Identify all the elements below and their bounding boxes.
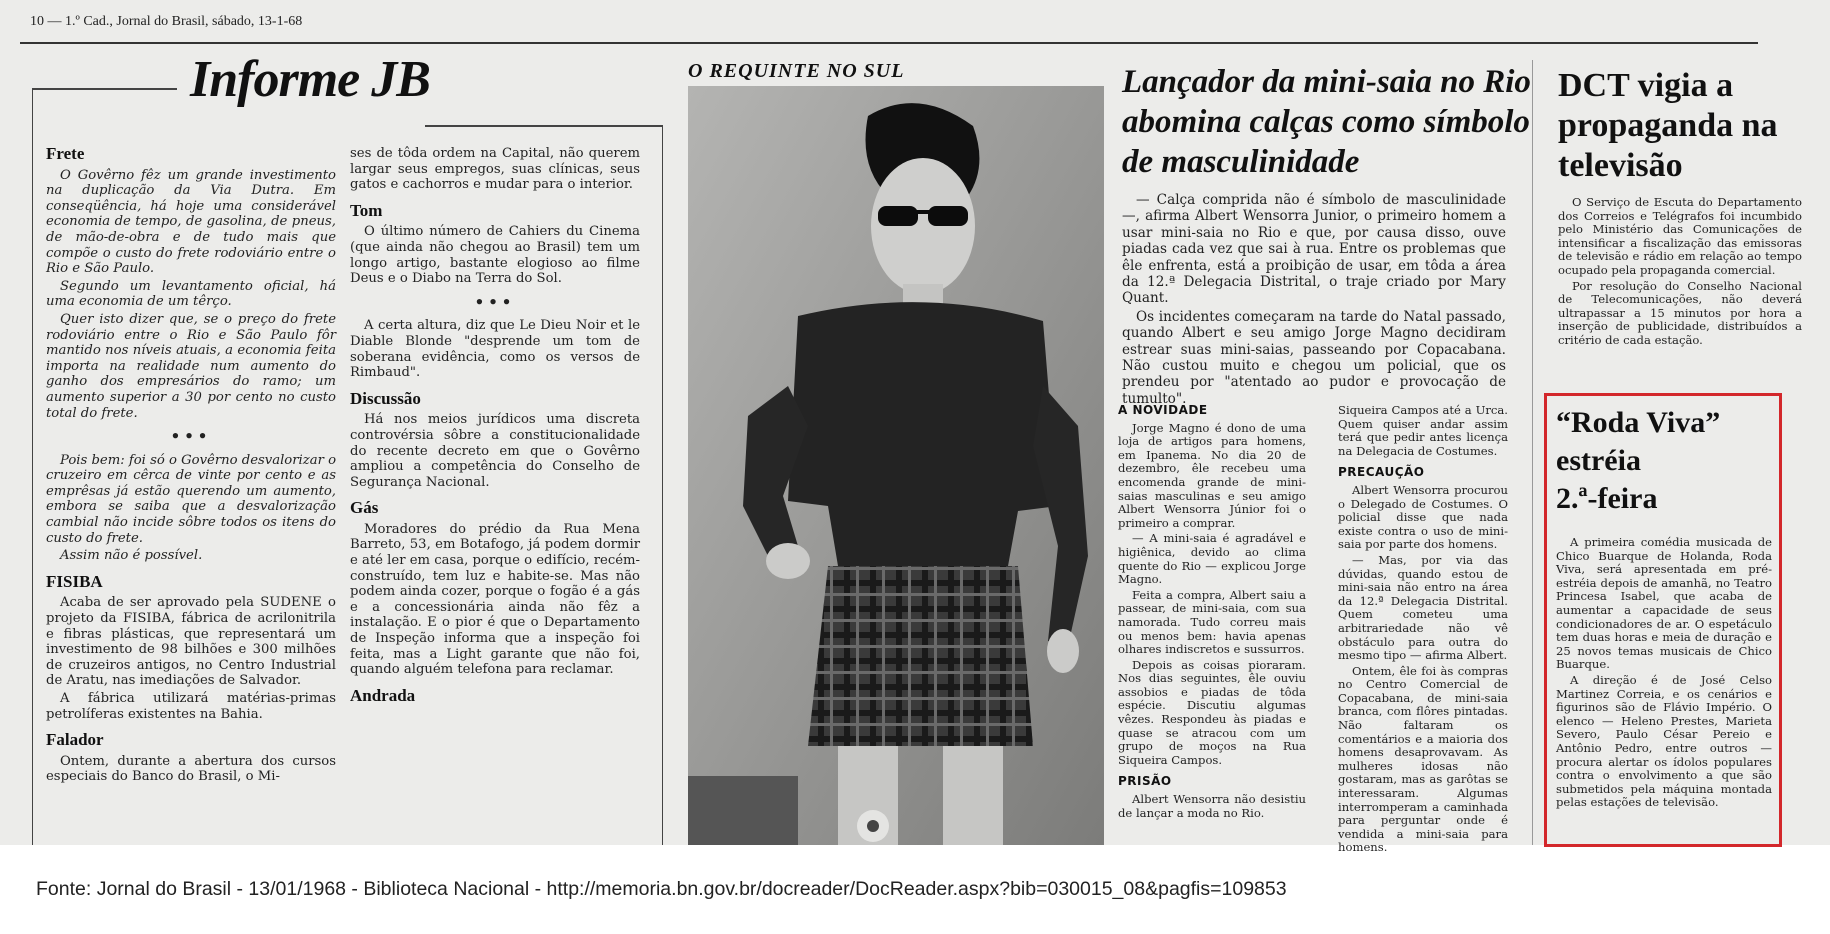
tom-paragraph-2: A certa altura, diz que Le Dieu Noir et le Diable Blonde "desprende um tom de soberana evidência, como os versos de Rimbaud". bbox=[350, 318, 640, 381]
minisaia-col2-top-paragraph: Siqueira Campos até a Urca. Quem quiser andar assim terá que pedir antes licença na Delegacia de Costumes. bbox=[1338, 403, 1508, 458]
top-rule bbox=[20, 42, 1758, 44]
frete-paragraph-4: Pois bem: foi só o Govêrno desvalorizar o cruzeiro em cêrca de vinte por cento e as emprêsas já estão querendo um aumento, embora se saiba que a desvalorização cambial não incide sôbre todos os itens do custo do frete. bbox=[46, 452, 337, 546]
precaucao-paragraph-2: — Mas, por via das dúvidas, quando estou de mini-saia não entro na área da 12.ª Delegacia Distrital. Quem cometeu uma arbitrariedade não vê obstáculo para outra do mesmo tipo — afirma Albert. bbox=[1338, 552, 1508, 663]
roda-viva-headline-line-3: 2.ª-feira bbox=[1556, 482, 1658, 515]
dct-paragraph-1: O Serviço de Escuta do Departamento dos Correios e Telégrafos foi incumbido pelo Ministério das Comunicações de intensificar a fiscalização das emissoras de televisão e rádio em relação ao tempo ocupado pela propaganda comercial. bbox=[1558, 195, 1802, 277]
prisao-paragraph-1: Albert Wensorra não desistiu de lançar a moda no Rio. bbox=[1118, 792, 1306, 820]
frete-paragraph-1: O Govêrno fêz um grande investimento na duplicação da Via Dutra. Em conseqüência, há hoje uma considerável economia de tempo, de gasolina, de pneus, de mão-de-obra e de tudo mais que compõe o custo do frete rodoviário entre o Rio e São Paulo. bbox=[46, 167, 336, 277]
falador-heading: Falador bbox=[46, 730, 104, 750]
tom-heading: Tom bbox=[350, 200, 383, 220]
minisaia-column-1 bbox=[1118, 404, 1306, 822]
informe-column-1 bbox=[46, 146, 336, 787]
fisiba-heading: FISIBA bbox=[46, 571, 103, 591]
discussao-paragraph-1: Há nos meios jurídicos uma discreta controvérsia sôbre a constitucionalidade do recente decreto em que o Govêrno ampliou a competência do Conselho de Segurança Nacional. bbox=[350, 412, 640, 490]
andrada-heading: Andrada bbox=[350, 685, 416, 705]
informe-frame-top-left bbox=[32, 88, 177, 90]
minisaia-lead bbox=[1122, 192, 1506, 409]
minisaia-column-2 bbox=[1338, 404, 1508, 857]
informe-title: Informe JB bbox=[190, 51, 430, 108]
dct-paragraph-2: Por resolução do Conselho Nacional de Telecomunicações, não deverá ultrapassar a 15 minutos por hora a inserção de publicidade, distribuídos a critério de cada estação. bbox=[1558, 278, 1802, 347]
novidade-paragraph-3: Feita a compra, Albert saiu a passear, de mini-saia, com sua namorada. Tudo correu mais ou menos bem: havia apenas olhares indiscretos e sussurros. bbox=[1118, 587, 1306, 657]
roda-viva-headline-line-1: “Roda Viva” bbox=[1556, 406, 1721, 439]
tom-paragraph-1: O último número de Cahiers du Cinema (que ainda não chegou ao Brasil) tem um longo artigo, bastante elogioso ao filme Deus e o Diabo na Terra do Sol. bbox=[350, 224, 640, 287]
separator-dots: ••• bbox=[170, 427, 212, 446]
source-citation: Fonte: Jornal do Brasil - 13/01/1968 - Biblioteca Nacional - http://memoria.bn.gov.br/docreader/DocReader.aspx?bib=030015_08&pagfis=109853 bbox=[36, 878, 1287, 900]
photo-illustration bbox=[688, 86, 1104, 845]
page-dateline: 10 — 1.º Cad., Jornal do Brasil, sábado, 13-1-68 bbox=[30, 14, 303, 29]
novidade-paragraph-1: Jorge Magno é dono de uma loja de artigos para homens, em Ipanema. No dia 20 de dezembro, êle recebeu uma encomenda grande de mini-saias masculinas e seu amigo Albert Wensorra Júnior foi o primeiro a comprar. bbox=[1118, 420, 1306, 530]
roda-viva-paragraph-1: A primeira comédia musicada de Chico Buarque de Holanda, Roda Viva, será apresentada em pré-estréia depois de amanhã, no Teatro Princesa Isabel, que acaba de aumentar a capacidade de seus condicionadores de ar. O espetáculo tem duas horas e meia de duração e 25 novos temas musicais de Chico Buarque. bbox=[1556, 535, 1772, 672]
informe-frame-right bbox=[662, 125, 663, 845]
discussao-heading: Discussão bbox=[350, 388, 421, 408]
photo-caption: O REQUINTE NO SUL bbox=[688, 60, 905, 82]
roda-viva-paragraph-2: A direção é de José Celso Martinez Correia, e os cenários e figurinos são de Flávio Império. O elenco — Heleno Prestes, Marieta Severo, Paulo César Pereio e Antônio Pedro, entre outros — procura alertar os ídolos populares contra o envolvimento a que são submetidos pela máquina montada pelas estações de televisão. bbox=[1556, 672, 1772, 810]
roda-viva-body bbox=[1556, 536, 1772, 812]
news-photo bbox=[688, 86, 1104, 845]
precaucao-heading: PRECAUÇÃO bbox=[1338, 465, 1425, 480]
dct-body bbox=[1558, 196, 1802, 350]
separator-dots: ••• bbox=[474, 292, 516, 311]
novidade-heading: A NOVIDADE bbox=[1118, 403, 1208, 417]
frete-paragraph-2: Segundo um levantamento oficial, há uma economia de um têrço. bbox=[46, 278, 336, 310]
precaucao-paragraph-3: Ontem, êle foi às compras no Centro Comercial de Copacabana, de mini-saia branca, com flôres pintadas. Não faltaram os comentários e a maioria dos homens desaprovavam. As mulheres idosas não gostaram, mas as garôtas se interessaram. Algumas interromperam a caminhada para perguntar onde é vendida a mini-saia para homens. bbox=[1338, 663, 1508, 855]
prisao-heading: PRISÃO bbox=[1118, 774, 1172, 789]
falador-paragraph-1: Ontem, durante a abertura dos cursos especiais do Banco do Brasil, o Mi- bbox=[46, 753, 336, 785]
minisaia-lead-paragraph-2: Os incidentes começaram na tarde do Natal passado, quando Albert e seu amigo Jorge Magno decidiram estrear suas mini-saias, passeando por Copacabana. Não custou muito e chegou um policial, que os prendeu por "atentado ao pudor e provocação de tumulto". bbox=[1122, 308, 1506, 407]
gas-paragraph-1: Moradores do prédio da Rua Mena Barreto, 53, em Botafogo, já podem dormir e até ler em casa, porque o edifício, recém-construído, tem luz e habite-se. Mas não podem ainda cozer, porque o fogão é a gás e a concessionária ainda não fêz a instalação. E o pior é que o Departamento de Inspeção informa que a inspeção foi feita, mas a Light garante que não foi, quando alguém telefona para reclamar. bbox=[350, 521, 640, 678]
minisaia-headline: Lançador da mini-saia no Rio abomina calças como símbolo de masculinidade bbox=[1122, 64, 1531, 180]
frete-paragraph-5: Assim não é possível. bbox=[60, 548, 203, 564]
roda-viva-headline bbox=[1556, 404, 1776, 518]
fisiba-paragraph-1: Acaba de ser aprovado pela SUDENE o projeto da FISIBA, fábrica de acrilonitrila e fibras plásticas, que representará um investimento de 98 bilhões e 300 milhões de cruzeiros antigos, no Centro Industrial de Aratu, nas imediações de Salvador. bbox=[46, 595, 336, 689]
novidade-paragraph-2: — A mini-saia é agradável e higiênica, devido ao clima quente do Rio — explicou Jorge Magno. bbox=[1118, 531, 1306, 587]
column-divider bbox=[1532, 60, 1533, 845]
informe-frame-top-right bbox=[425, 125, 663, 127]
fisiba-paragraph-2: A fábrica utilizará matérias-primas petrolíferas existentes na Bahia. bbox=[46, 691, 336, 722]
dct-headline: DCT vigia a propaganda na televisão bbox=[1558, 67, 1778, 184]
novidade-paragraph-4: Depois as coisas pioraram. Nos dias seguintes, êle ouviu assobios e piadas de tôda espécie. Discutiu algumas vêzes. Respondeu às piadas e quase se atracou com um grupo de moços na Rua Siqueira Campos. bbox=[1118, 657, 1306, 767]
roda-viva-headline-line-2: estréia bbox=[1556, 444, 1641, 477]
frete-paragraph-3: Quer isto dizer que, se o preço do frete rodoviário entre o Rio e São Paulo fôr mantido nos níveis atuais, a economia feita importa na realidade num aumento do ganho dos empresários do ramo; um aumento superior a 30 por cento no custo total do frete. bbox=[46, 311, 336, 421]
informe-col2-top-paragraph: ses de tôda ordem na Capital, não querem largar seus empregos, suas clínicas, seus gatos e cachorros e mudar para o interior. bbox=[350, 146, 640, 193]
precaucao-paragraph-1: Albert Wensorra procurou o Delegado de Costumes. O policial disse que nada existe contra o uso de mini-saia por parte dos homens. bbox=[1338, 482, 1508, 552]
minisaia-lead-paragraph-1: — Calça comprida não é símbolo de masculinidade —, afirma Albert Wensorra Junior, o primeiro homem a usar mini-saia no Rio e que, por causa disso, ouve piadas cada vez que sai à rua. Entre os problemas que êle enfrenta, está a proibição de usar, em tôda a área da 12.ª Delegacia Distrital, o traje criado por Mary Quant. bbox=[1122, 192, 1506, 307]
gas-heading: Gás bbox=[350, 498, 379, 518]
frete-heading: Frete bbox=[46, 144, 85, 163]
informe-column-2 bbox=[350, 146, 640, 709]
informe-frame-left bbox=[32, 88, 33, 845]
